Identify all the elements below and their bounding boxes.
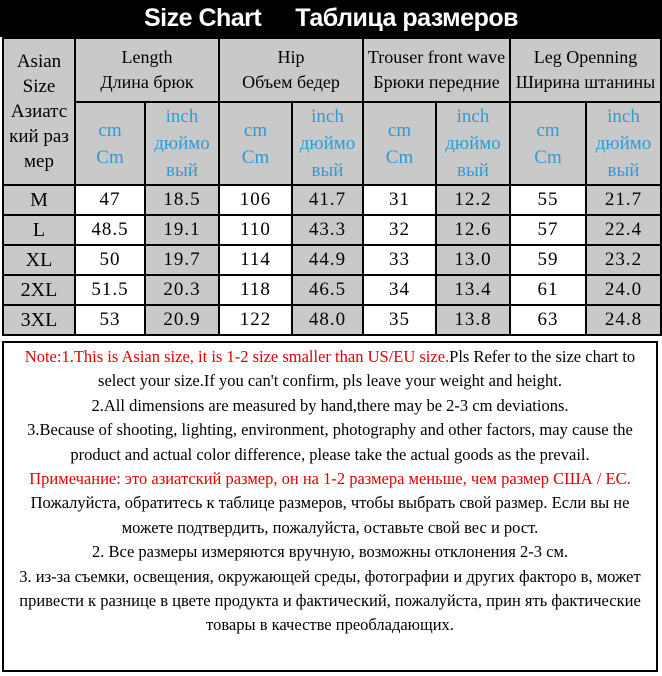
note-ru-1 [4,467,656,540]
unit-inch [145,102,219,185]
inch-value: 44.9 [292,245,363,275]
unit-cm-line: cm [243,119,268,141]
inch-value: 19.1 [145,215,219,245]
header-row [3,38,661,102]
unit-inch-line: inch [456,106,490,127]
leg-opening-header-en: Leg Openning [533,47,638,67]
unit-inch-line: inch [165,106,199,127]
unit-inch [292,102,363,185]
cm-value: 55 [510,185,586,215]
note-en-1 [4,345,656,394]
unit-cm-line: Cm [96,146,124,168]
cm-value: 110 [219,215,292,245]
unit-cm-line: Cm [534,146,562,168]
inch-value: 48.0 [292,305,363,335]
length-header-en: Length [121,47,173,67]
cm-value: 31 [363,185,436,215]
size-row [3,245,661,275]
size-row [3,215,661,245]
unit-cm-line: Cm [385,146,414,168]
inch-value: 24.0 [586,275,661,305]
size-label: 3XL [3,305,75,335]
unit-row [3,102,661,185]
unit-inch-line: дюймо [154,133,210,154]
unit-cm [510,102,586,185]
unit-cm-line: cm [536,119,560,141]
size-label: XL [3,245,75,275]
asian-size-header [3,38,75,185]
leg-opening-header-ru: Ширина штанины [515,72,656,92]
cm-value: 59 [510,245,586,275]
unit-inch-line: дюймо [595,133,652,154]
unit-cm-line: cm [98,119,122,141]
front-rise-header-en: Trouser front wave [367,47,506,67]
size-label: L [3,215,75,245]
inch-value: 46.5 [292,275,363,305]
unit-inch-line: inch [607,106,640,127]
inch-value: 20.3 [145,275,219,305]
inch-value: 43.3 [292,215,363,245]
cm-value: 118 [219,275,292,305]
size-row [3,305,661,335]
unit-inch [586,102,661,185]
cm-value: 47 [75,185,145,215]
size-table [2,37,662,336]
front-rise-header-ru: Брюки передние [373,72,500,92]
cm-value: 33 [363,245,436,275]
length-header-ru: Длина брюк [100,72,194,92]
asian-header-line: кий раз [9,126,69,147]
inch-value: 21.7 [586,185,661,215]
unit-inch-line: вый [166,160,198,181]
asian-header-line: Asian [16,51,62,72]
front-rise-header [363,38,510,102]
unit-inch [436,102,510,185]
notes-panel [2,341,658,672]
size-label: 2XL [3,275,75,305]
cm-value: 50 [75,245,145,275]
inch-value: 12.6 [436,215,510,245]
cm-value: 32 [363,215,436,245]
note-ru-2: 2. Все размеры измеряются вручную, возможны отклонения 2-3 см. [91,542,569,562]
inch-value: 20.9 [145,305,219,335]
cm-value: 63 [510,305,586,335]
asian-header-line: мер [24,151,54,172]
inch-value: 23.2 [586,245,661,275]
unit-inch-line: вый [457,160,489,181]
cm-value: 53 [75,305,145,335]
unit-cm-line: Cm [241,146,270,168]
note-ru-3: 3. из-за съемки, освещения, окружающей среды, фотографии и других факторо в, может привести к разнице в цвете продукта и фактический, пожалуйста, прин ять фактические товары в качестве преобладающих. [19,566,641,635]
inch-value: 13.8 [436,305,510,335]
note-en-3: 3.Because of shooting, lighting, environment, photography and other factors, may cause the product and actual color difference, please take the actual goods as the prevail. [27,420,633,464]
unit-inch-line: inch [311,106,344,127]
unit-inch-line: вый [607,160,640,181]
inch-value: 19.7 [145,245,219,275]
unit-cm [75,102,145,185]
note-en-warning: Note:1.This is Asian size, it is 1-2 size smaller than US/EU size. [24,347,450,366]
unit-cm-line: cm [387,119,412,141]
unit-inch-line: дюймо [299,133,356,154]
hip-header-en: Hip [277,47,305,67]
note-ru-instruction: Пожалуйста, обратитесь к таблице размеров, чтобы выбрать свой размер. Если вы не можете подтвердить, пожалуйста, оставьте свой вес и рост. [30,493,630,537]
inch-value: 24.8 [586,305,661,335]
asian-header-line: Азиатс [10,101,68,122]
note-en-2: 2.All dimensions are measured by hand,there may be 2-3 cm deviations. [91,395,569,415]
banner-title-ru: Таблица размеров [295,4,518,32]
inch-value: 18.5 [145,185,219,215]
inch-value: 13.0 [436,245,510,275]
size-row [3,275,661,305]
cm-value: 114 [219,245,292,275]
cm-value: 35 [363,305,436,335]
cm-value: 122 [219,305,292,335]
banner-title-en: Size Chart [143,4,262,32]
cm-value: 51.5 [75,275,145,305]
unit-cm [219,102,292,185]
cm-value: 57 [510,215,586,245]
unit-cm [363,102,436,185]
hip-header [219,38,363,102]
unit-inch-line: дюймо [445,133,501,154]
hip-header-ru: Объем бедер [242,72,340,92]
cm-value: 48.5 [75,215,145,245]
size-row [3,185,661,215]
inch-value: 22.4 [586,215,661,245]
cm-value: 61 [510,275,586,305]
asian-header-line: Size [22,76,56,97]
inch-value: 12.2 [436,185,510,215]
note-en-instruction: Pls Refer to the size chart to select your size.If you can't confirm, pls leave your weight and height. [98,347,636,391]
cm-value: 34 [363,275,436,305]
size-label: M [3,185,75,215]
note-ru-warning: Примечание: это азиатский размер, он на 1-2 размера меньше, чем размер США / ЕС. [29,469,631,489]
length-header [75,38,219,102]
inch-value: 13.4 [436,275,510,305]
leg-opening-header [510,38,661,102]
cm-value: 106 [219,185,292,215]
inch-value: 41.7 [292,185,363,215]
unit-inch-line: вый [311,160,344,181]
size-chart-banner [0,0,662,37]
